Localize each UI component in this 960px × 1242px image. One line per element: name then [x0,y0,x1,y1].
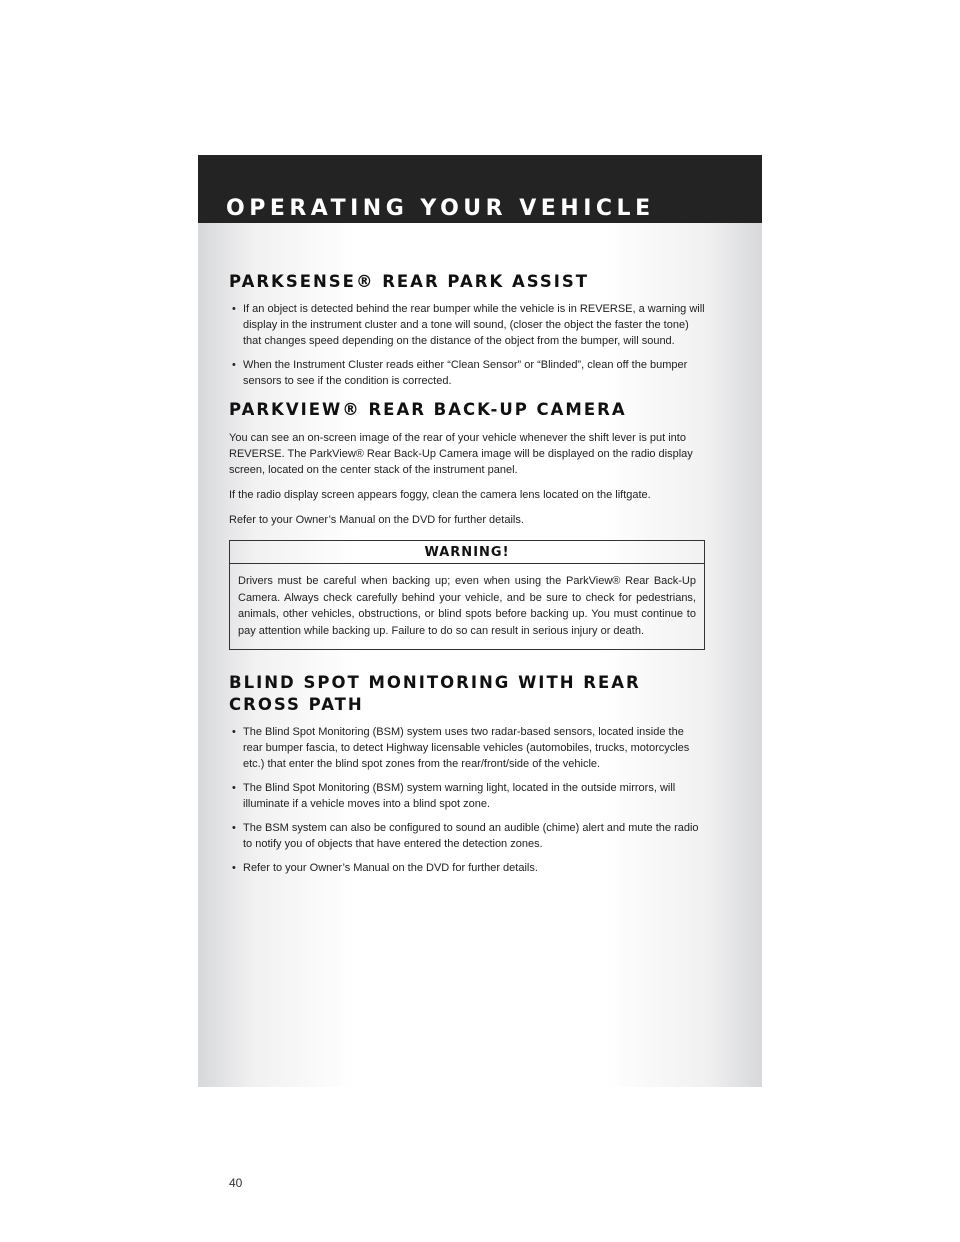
warning-text: Drivers must be careful when backing up; even when using the ParkView® Rear Back-Up Camera. Always check carefully behind your vehicle, and be sure to check for pedestrians, animals, other vehicles, obstructions, or blind spots before backing up. You must continue to pay attention while backing up. Failure to do so can result in serious injury or death. [238,575,696,637]
section-blind-spot [229,672,705,876]
manual-page [198,155,762,1190]
header-band [198,155,762,223]
section-parkview [229,399,705,650]
chapter-title: OPERATING YOUR VEHICLE [226,196,655,221]
page-content [229,271,705,1190]
warning-box [229,540,705,650]
blind-spot-bullet-list [229,724,705,876]
section-heading-parkview: PARKVIEW® REAR BACK-UP CAMERA [229,400,627,419]
list-item: • The Blind Spot Monitoring (BSM) system warning light, located in the outside mirrors, will illuminate if a vehicle moves into a blind spot zone. [229,780,705,812]
list-item: • The BSM system can also be configured to sound an audible (chime) alert and mute the radio to notify you of objects that have entered the detection zones. [229,820,705,852]
warning-title: WARNING! [230,541,704,564]
list-item: • Refer to your Owner’s Manual on the DVD for further details. [229,860,705,876]
paragraph: Refer to your Owner’s Manual on the DVD for further details. [229,514,524,526]
section-heading-parksense: PARKSENSE® REAR PARK ASSIST [229,272,590,291]
section-parksense [229,271,705,389]
paragraph: You can see an on-screen image of the rear of your vehicle whenever the shift lever is put into REVERSE. The ParkView® Rear Back-Up Camera image will be displayed on the radio display screen, located on the center stack of the instrument panel. [229,432,693,476]
list-item: • The Blind Spot Monitoring (BSM) system uses two radar-based sensors, located inside the rear bumper fascia, to detect Highway licensable vehicles (automobiles, trucks, motorcycles etc.) that enter the blind spot zones from the rear/front/side of the vehicle. [229,724,705,772]
section-heading-blind-spot: BLIND SPOT MONITORING WITH REAR CROSS PATH [229,673,641,714]
paragraph: If the radio display screen appears foggy, clean the camera lens located on the liftgate. [229,489,651,501]
list-item: • When the Instrument Cluster reads either “Clean Sensor” or “Blinded”, clean off the bumper sensors to see if the condition is corrected. [229,357,705,389]
parksense-bullet-list [229,301,705,389]
list-item: • If an object is detected behind the rear bumper while the vehicle is in REVERSE, a warning will display in the instrument cluster and a tone will sound, (closer the object the faster the tone) that changes speed depending on the distance of the object from the bumper, will sound. [229,301,705,349]
page-number: 40 [229,1176,243,1190]
